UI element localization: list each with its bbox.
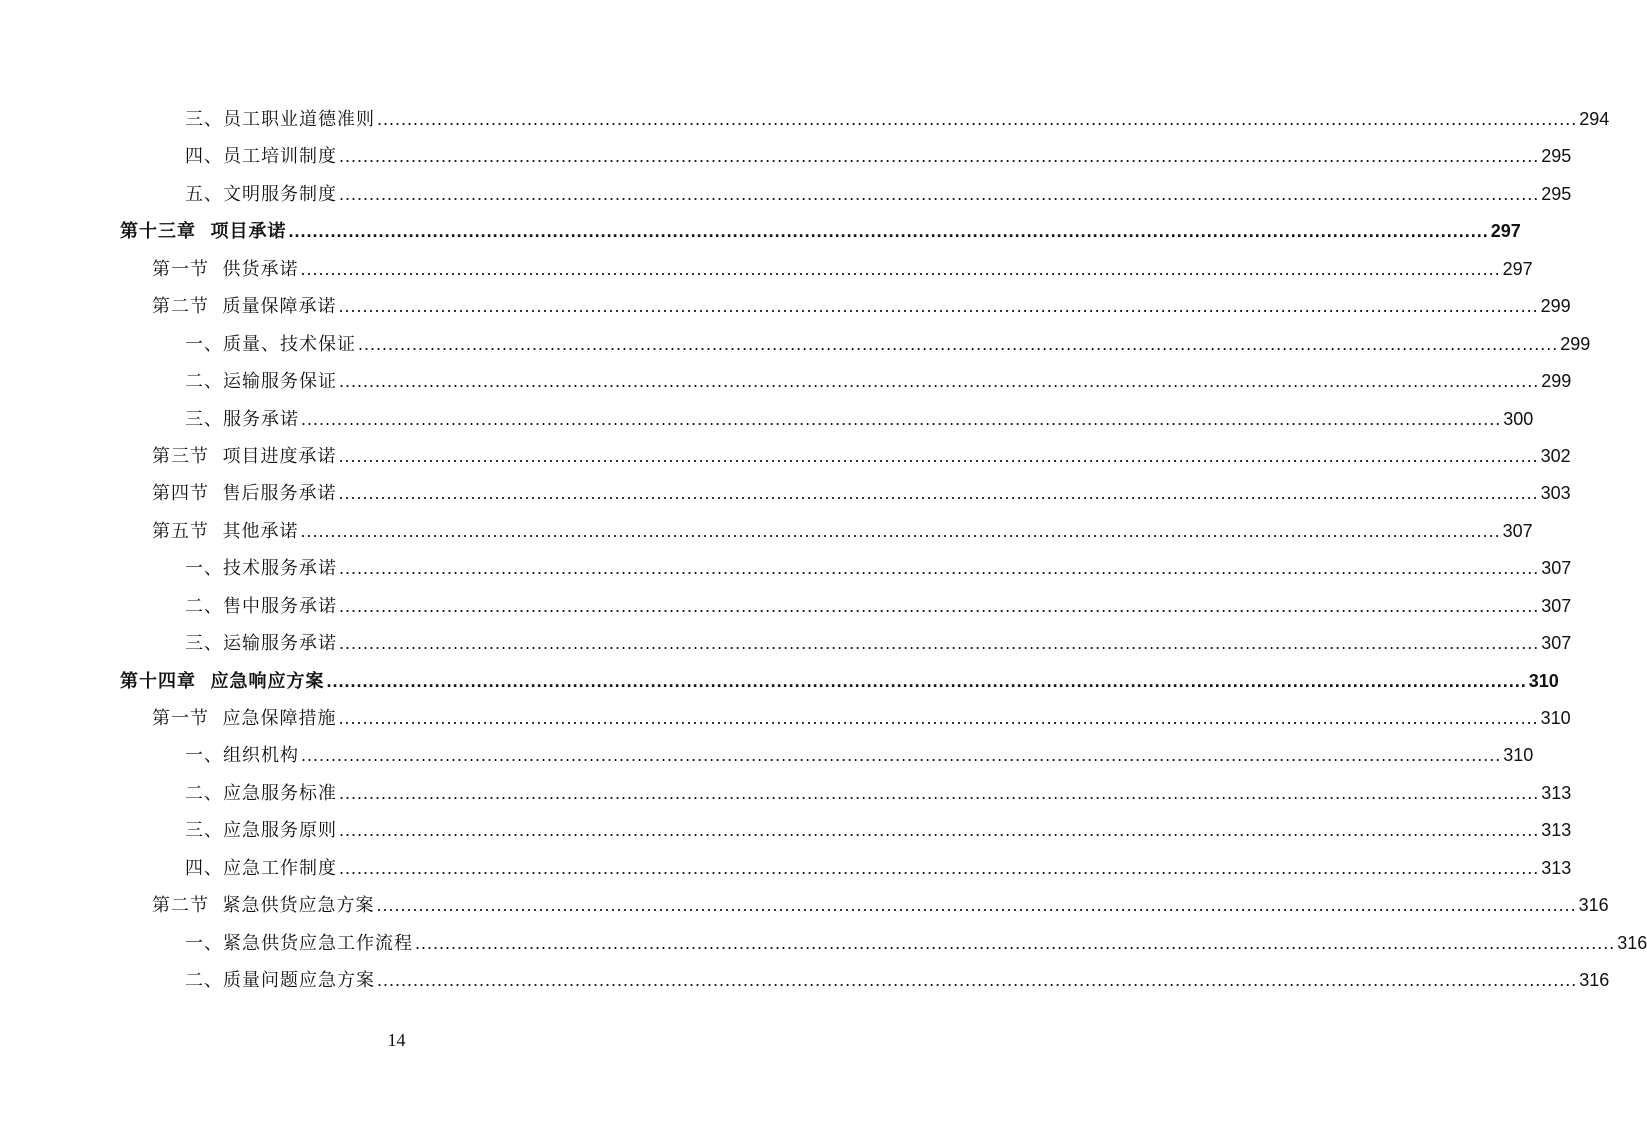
dot-leader: ........................................................................................................................................................................................................ [339, 146, 1540, 167]
toc-entry-title: 第一节 应急保障措施 [152, 708, 337, 729]
dot-leader: ........................................................................................................................................................................................................ [377, 109, 1578, 129]
toc-section-entry[interactable] [0, 251, 1533, 288]
toc-subsection-entry[interactable] [0, 812, 1572, 849]
toc-subsection-entry[interactable] [0, 401, 1534, 438]
toc-entry-title: 三、员工职业道德准则 [185, 109, 375, 130]
toc-entry-title: 二、售中服务承诺 [185, 595, 337, 617]
table-of-contents [0, 101, 1647, 1000]
toc-entry-title: 四、应急工作制度 [185, 857, 337, 879]
dot-leader: ........................................................................................................................................................................................................ [288, 221, 1489, 242]
toc-chapter-entry[interactable] [0, 213, 1521, 250]
toc-entry-title: 四、员工培训制度 [185, 146, 337, 168]
toc-entry-page: 307 [1541, 558, 1572, 579]
toc-subsection-entry[interactable] [0, 101, 1610, 138]
toc-section-entry[interactable] [0, 288, 1571, 325]
toc-entry-page: 297 [1502, 258, 1533, 279]
toc-subsection-entry[interactable] [0, 138, 1572, 175]
toc-section-entry[interactable] [0, 700, 1571, 737]
toc-entry-page: 299 [1541, 371, 1572, 392]
toc-entry-page: 302 [1540, 445, 1571, 466]
toc-subsection-entry[interactable] [0, 775, 1572, 812]
toc-section-entry[interactable] [0, 887, 1609, 924]
toc-entry-title: 第四节 售后服务承诺 [152, 483, 337, 505]
toc-entry-title: 第五节 其他承诺 [152, 520, 299, 542]
toc-entry-page: 295 [1541, 146, 1572, 167]
toc-entry-title: 二、质量问题应急方案 [185, 970, 375, 992]
toc-entry-page: 316 [1579, 970, 1610, 991]
toc-entry-page: 316 [1617, 932, 1647, 953]
toc-entry-title: 第二节 质量保障承诺 [152, 296, 337, 318]
dot-leader: ........................................................................................................................................................................................................ [339, 595, 1540, 616]
toc-entry-page: 300 [1503, 408, 1534, 429]
toc-entry-page: 313 [1541, 857, 1572, 878]
dot-leader: ........................................................................................................................................................................................................ [338, 708, 1539, 728]
toc-section-entry[interactable] [0, 513, 1533, 550]
toc-entry-page: 307 [1541, 595, 1572, 616]
toc-subsection-entry[interactable] [0, 625, 1572, 662]
toc-entry-page: 303 [1540, 483, 1571, 504]
dot-leader: ........................................................................................................................................................................................................ [339, 183, 1540, 204]
dot-leader: ........................................................................................................................................................................................................ [339, 371, 1540, 392]
toc-entry-page: 294 [1579, 109, 1610, 129]
dot-leader: ........................................................................................................................................................................................................ [339, 633, 1540, 654]
dot-leader: ........................................................................................................................................................................................................ [415, 932, 1616, 953]
toc-entry-page: 299 [1560, 333, 1591, 354]
dot-leader: ........................................................................................................................................................................................................ [377, 970, 1578, 991]
toc-chapter-entry[interactable] [0, 663, 1559, 700]
toc-subsection-entry[interactable] [0, 737, 1534, 774]
toc-subsection-entry[interactable] [0, 326, 1591, 363]
dot-leader: ........................................................................................................................................................................................................ [300, 520, 1501, 541]
toc-entry-title: 二、运输服务保证 [185, 371, 337, 393]
dot-leader: ........................................................................................................................................................................................................ [338, 296, 1539, 317]
toc-entry-page: 307 [1541, 633, 1572, 654]
toc-entry-title: 三、服务承诺 [185, 408, 299, 430]
toc-entry-page: 313 [1541, 782, 1572, 803]
dot-leader: ........................................................................................................................................................................................................ [338, 483, 1539, 504]
toc-subsection-entry[interactable] [0, 962, 1610, 999]
toc-entry-page: 313 [1541, 820, 1572, 841]
toc-subsection-entry[interactable] [0, 588, 1572, 625]
toc-subsection-entry[interactable] [0, 925, 1647, 962]
toc-subsection-entry[interactable] [0, 363, 1572, 400]
toc-entry-title: 第二节 紧急供货应急方案 [152, 895, 375, 917]
toc-entry-page: 295 [1541, 183, 1572, 204]
toc-entry-title: 第一节 供货承诺 [152, 258, 299, 280]
toc-entry-title: 二、应急服务标准 [185, 782, 337, 804]
toc-section-entry[interactable] [0, 438, 1571, 475]
toc-entry-title: 三、运输服务承诺 [185, 633, 337, 655]
toc-entry-title: 一、技术服务承诺 [185, 558, 337, 580]
toc-entry-title: 三、应急服务原则 [185, 820, 337, 842]
dot-leader: ........................................................................................................................................................................................................ [326, 670, 1527, 691]
toc-subsection-entry[interactable] [0, 176, 1572, 213]
dot-leader: ........................................................................................................................................................................................................ [376, 895, 1577, 916]
dot-leader: ........................................................................................................................................................................................................ [339, 857, 1540, 878]
toc-entry-title: 第十四章 应急响应方案 [120, 670, 325, 692]
toc-entry-title: 第十三章 项目承诺 [120, 221, 287, 243]
dot-leader: ........................................................................................................................................................................................................ [339, 820, 1540, 841]
toc-subsection-entry[interactable] [0, 550, 1572, 587]
dot-leader: ........................................................................................................................................................................................................ [339, 782, 1540, 803]
dot-leader: ........................................................................................................................................................................................................ [301, 408, 1502, 429]
toc-entry-page: 310 [1528, 670, 1559, 691]
toc-entry-title: 一、组织机构 [185, 745, 299, 767]
toc-entry-title: 第三节 项目进度承诺 [152, 445, 337, 467]
toc-section-entry[interactable] [0, 475, 1571, 512]
toc-entry-title: 一、紧急供货应急工作流程 [185, 932, 413, 954]
page-number: 14 [387, 1030, 406, 1050]
toc-entry-page: 299 [1540, 296, 1571, 317]
toc-entry-page: 297 [1490, 221, 1521, 242]
toc-entry-title: 一、质量、技术保证 [185, 333, 356, 355]
toc-entry-page: 307 [1502, 520, 1533, 541]
dot-leader: ........................................................................................................................................................................................................ [338, 445, 1539, 466]
toc-entry-title: 五、文明服务制度 [185, 183, 337, 205]
toc-entry-page: 316 [1578, 895, 1609, 916]
dot-leader: ........................................................................................................................................................................................................ [301, 745, 1502, 766]
toc-entry-page: 310 [1503, 745, 1534, 766]
dot-leader: ........................................................................................................................................................................................................ [358, 333, 1559, 354]
toc-entry-page: 310 [1540, 708, 1571, 728]
dot-leader: ........................................................................................................................................................................................................ [339, 558, 1540, 579]
dot-leader: ........................................................................................................................................................................................................ [300, 258, 1501, 279]
toc-subsection-entry[interactable] [0, 850, 1572, 887]
